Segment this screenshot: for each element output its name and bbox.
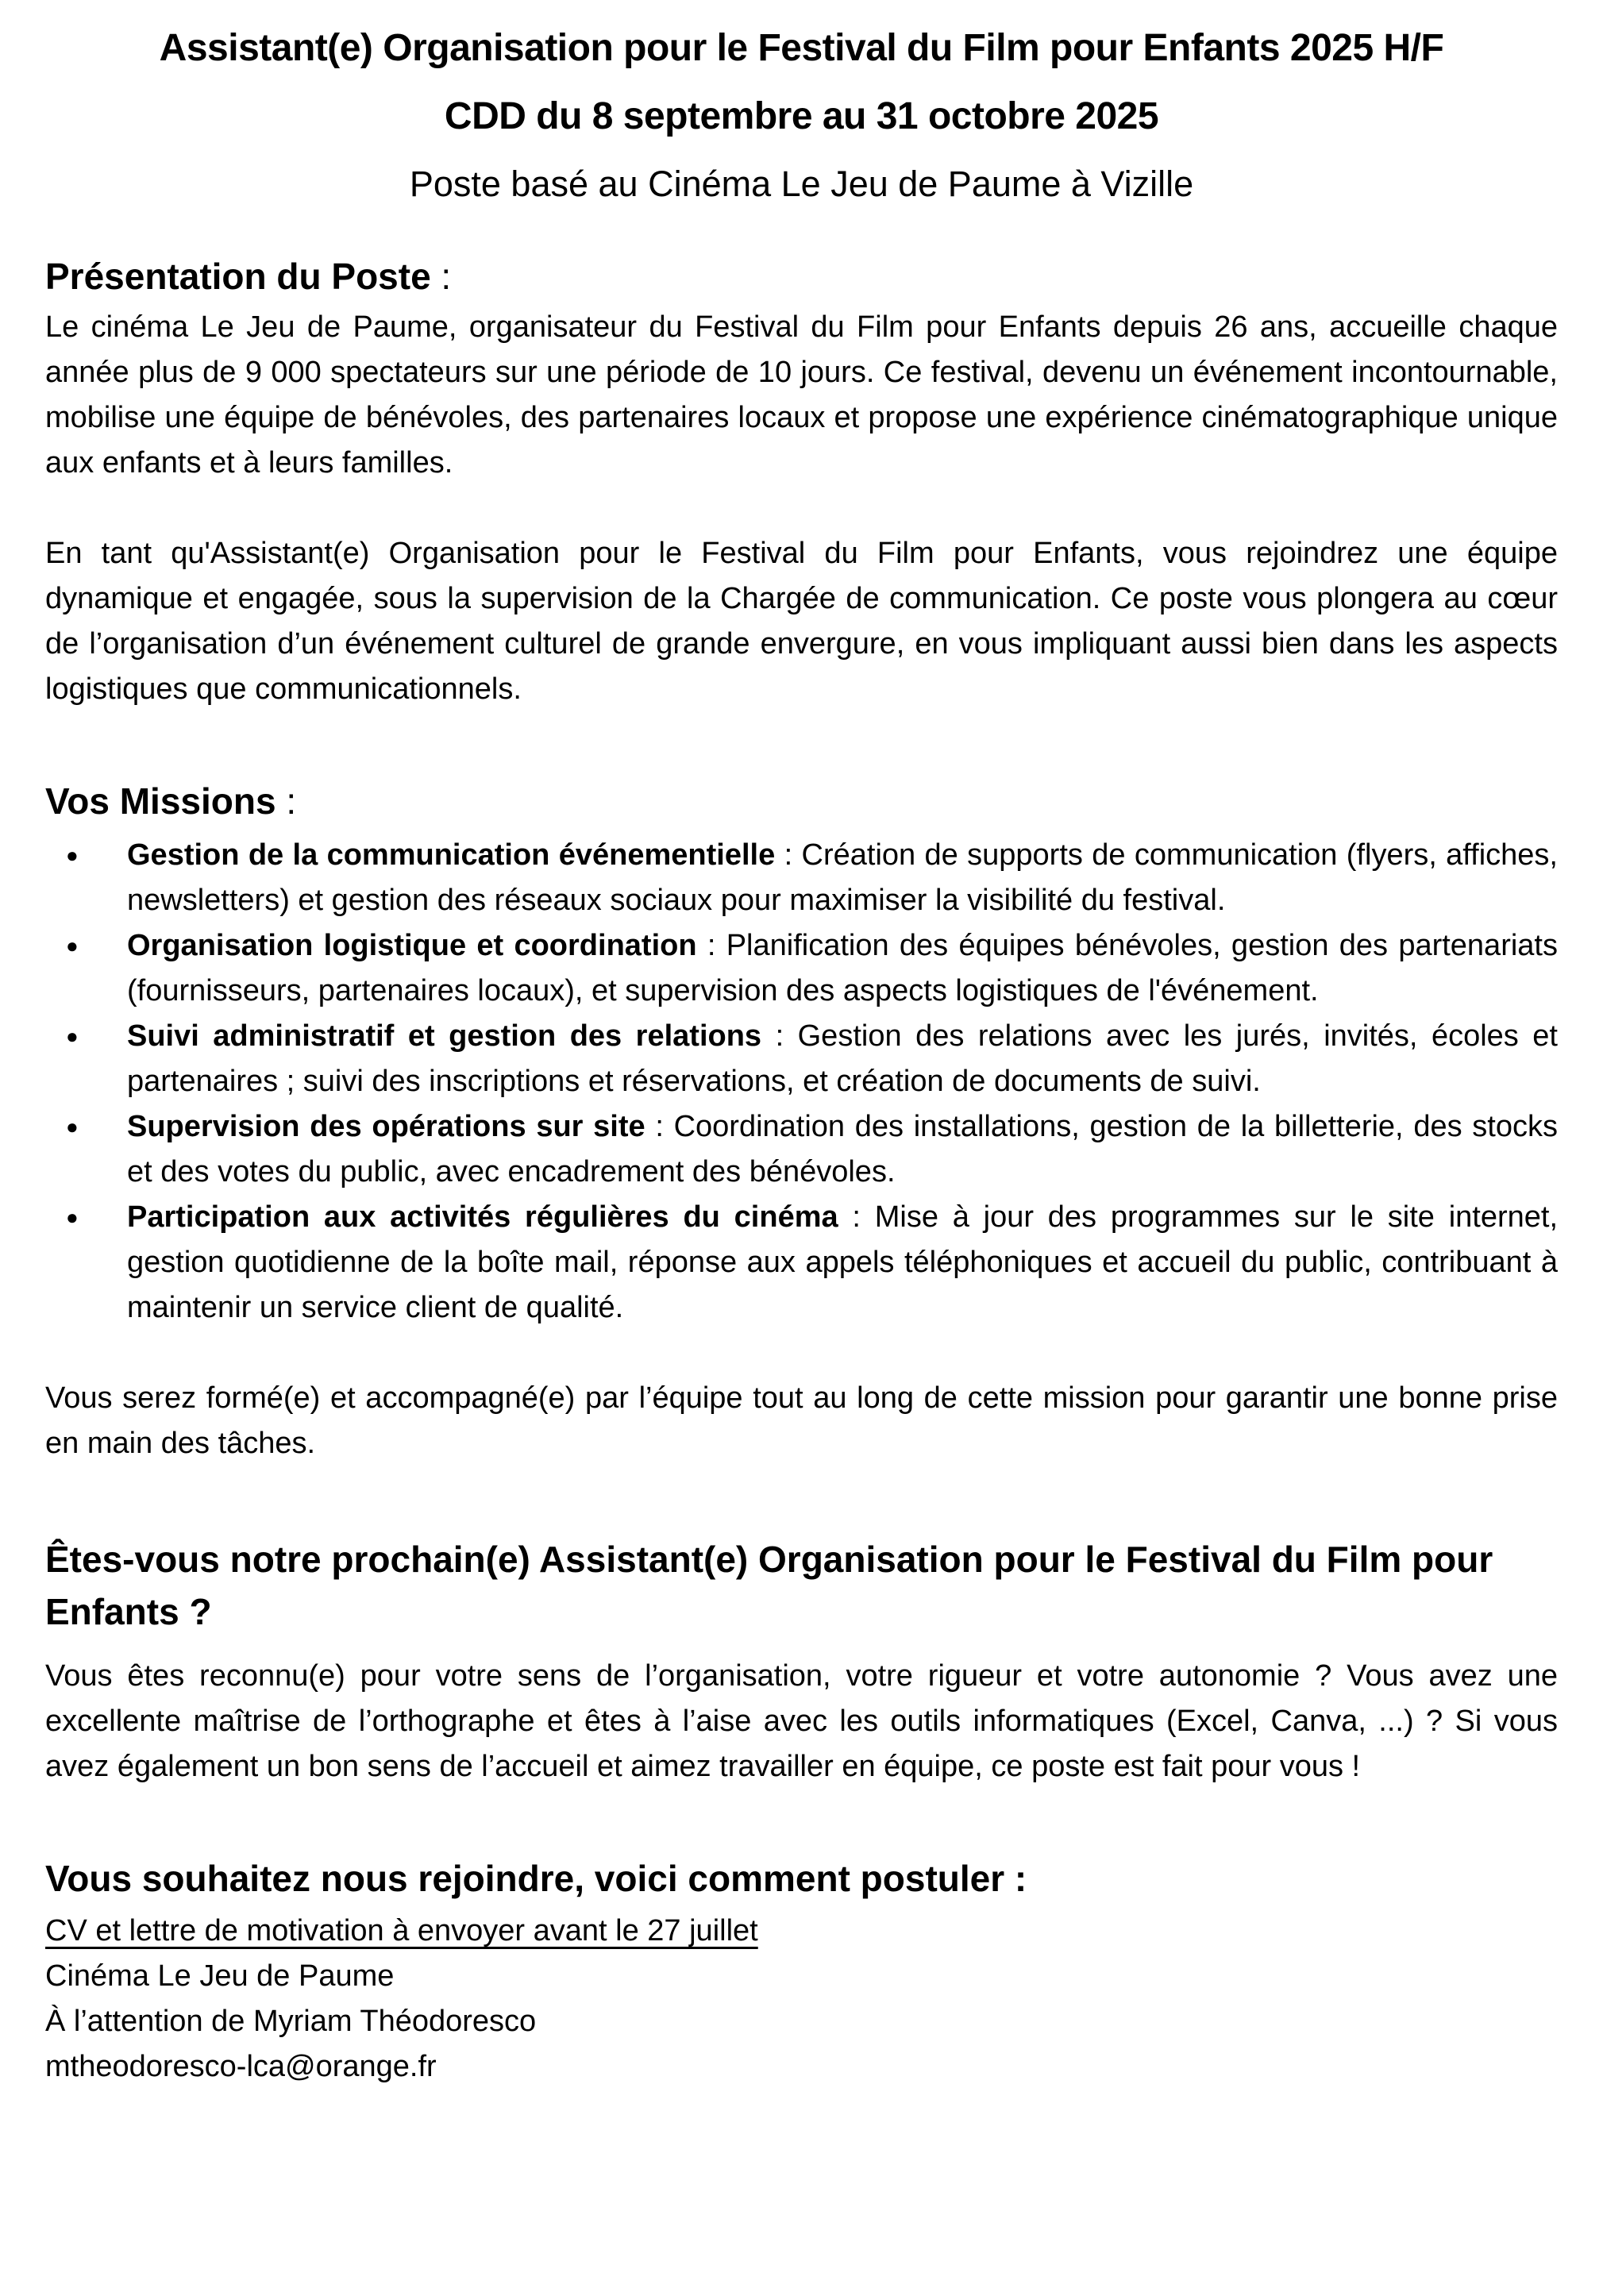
presentation-heading-colon: : xyxy=(430,256,452,297)
bullet-icon: ● xyxy=(66,934,79,957)
profile-section-heading: Êtes-vous notre prochain(e) Assistant(e) Organisation pour le Festival du Film pour Enfants ? xyxy=(45,1539,1493,1632)
organization-name: Cinéma Le Jeu de Paume xyxy=(45,1959,395,1993)
mission-item-2-text: Planification des équipes bénévoles, gestion des partenariats (fournisseurs, partenaires locaux), et supervision des aspects logistiques de l'événement. xyxy=(127,929,1558,1007)
list-item xyxy=(45,1104,1558,1195)
presentation-heading-text: Présentation du Poste xyxy=(45,256,431,297)
mission-item-5-separator: : xyxy=(838,1200,875,1234)
mission-item-1 xyxy=(127,833,1558,923)
presentation-paragraph-2: En tant qu'Assistant(e) Organisation pour le Festival du Film pour Enfants, vous rejoindrez une équipe dynamique et engagée, sous la supervision de la Chargée de communication. Ce poste vous plongera au cœur de l’organisation d’un événement culturel de grande envergure, en vous impliquant aussi bien dans les aspects logistiques que communicationnels. xyxy=(45,537,1558,706)
job-title-line-2: CDD du 8 septembre au 31 octobre 2025 xyxy=(444,95,1159,137)
mission-item-2-separator: : xyxy=(696,929,726,962)
list-item xyxy=(45,833,1558,923)
profile-paragraph: Vous êtes reconnu(e) pour votre sens de l’organisation, votre rigueur et votre autonomie ? Vous avez une excellente maîtrise de l’orthographe et êtes à l’aise avec les outils informatiques (Excel, Canva, ...) ? Si vous avez également un bon sens de l’accueil et aimez travailler en équipe, ce poste est fait pour vous ! xyxy=(45,1659,1558,1783)
mission-item-1-text: Création de supports de communication (flyers, affiches, newsletters) et gestion des réseaux sociaux pour maximiser la visibilité du festival. xyxy=(127,838,1558,917)
missions-heading-text: Vos Missions xyxy=(45,780,276,822)
bullet-icon: ● xyxy=(66,1024,79,1048)
list-item xyxy=(45,1195,1558,1331)
bullet-icon: ● xyxy=(66,843,79,867)
mission-item-5-label: Participation aux activités régulières du cinéma xyxy=(127,1200,838,1234)
mission-item-2 xyxy=(127,923,1558,1014)
application-deadline-text: CV et lettre de motivation à envoyer avant le 27 juillet xyxy=(45,1914,758,1947)
mission-item-5-text: Mise à jour des programmes sur le site internet, gestion quotidienne de la boîte mail, réponse aux appels téléphoniques et accueil du public, contribuant à maintenir un service client de qualité. xyxy=(127,1200,1558,1324)
mission-item-4 xyxy=(127,1104,1558,1195)
mission-item-3-separator: : xyxy=(761,1019,798,1053)
mission-item-1-label: Gestion de la communication événementielle xyxy=(127,838,776,872)
missions-heading-colon: : xyxy=(276,780,297,822)
mission-item-4-text: Coordination des installations, gestion de la billetterie, des stocks et des votes du public, avec encadrement des bénévoles. xyxy=(127,1110,1558,1188)
mission-item-4-separator: : xyxy=(645,1110,674,1143)
apply-section-heading: Vous souhaitez nous rejoindre, voici comment postuler : xyxy=(45,1858,1027,1899)
job-title-line-1: Assistant(e) Organisation pour le Festival du Film pour Enfants 2025 H/F xyxy=(159,27,1444,69)
bullet-icon: ● xyxy=(66,1115,79,1138)
list-item xyxy=(45,923,1558,1014)
missions-list xyxy=(45,833,1558,1331)
mission-item-3-label: Suivi administratif et gestion des relations xyxy=(127,1019,762,1053)
missions-section-heading xyxy=(45,779,1558,823)
list-item xyxy=(45,1014,1558,1104)
document-title-block xyxy=(45,14,1558,218)
presentation-paragraph-1: Le cinéma Le Jeu de Paume, organisateur du Festival du Film pour Enfants depuis 26 ans, accueille chaque année plus de 9 000 spectateurs sur une période de 10 jours. Ce festival, devenu un événement incontournable, mobilise une équipe de bénévoles, des partenaires locaux et propose une expérience cinématographique unique aux enfants et à leurs familles. xyxy=(45,310,1558,480)
job-title-line-3: Poste basé au Cinéma Le Jeu de Paume à Vizille xyxy=(409,164,1194,204)
attention-line: À l’attention de Myriam Théodoresco xyxy=(45,2005,537,2038)
mission-item-3-text: Gestion des relations avec les jurés, invités, écoles et partenaires ; suivi des inscriptions et réservations, et création de documents de suivi. xyxy=(127,1019,1558,1098)
mission-item-5 xyxy=(127,1195,1558,1331)
mission-item-3 xyxy=(127,1014,1558,1104)
training-support-paragraph: Vous serez formé(e) et accompagné(e) par l’équipe tout au long de cette mission pour garantir une bonne prise en main des tâches. xyxy=(45,1381,1558,1460)
contact-email: mtheodoresco-lca@orange.fr xyxy=(45,2050,437,2083)
application-deadline-line xyxy=(45,1909,1558,1954)
presentation-section-heading xyxy=(45,254,1558,299)
bullet-icon: ● xyxy=(66,1205,79,1229)
mission-item-1-separator: : xyxy=(775,838,802,872)
mission-item-4-label: Supervision des opérations sur site xyxy=(127,1110,645,1143)
mission-item-2-label: Organisation logistique et coordination xyxy=(127,929,697,962)
